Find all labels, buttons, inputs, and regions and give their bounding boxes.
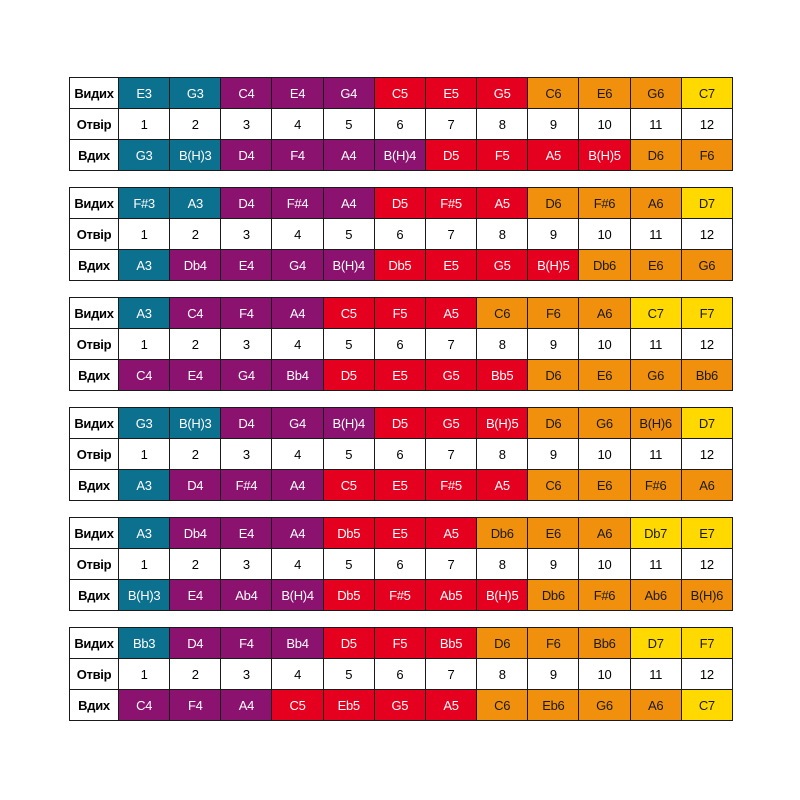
- blow-note-cell: E5: [425, 78, 476, 109]
- hole-row: [70, 659, 733, 690]
- blow-label: Видих: [70, 298, 119, 329]
- hole-number-cell: 6: [374, 329, 425, 360]
- blow-note-cell: C5: [374, 78, 425, 109]
- blow-note-cell: D6: [528, 188, 579, 219]
- hole-number-cell: 5: [323, 549, 374, 580]
- hole-number-cell: 10: [579, 439, 630, 470]
- draw-note-cell: A6: [630, 690, 681, 721]
- draw-row: [70, 580, 733, 611]
- draw-note-cell: F#5: [425, 470, 476, 501]
- hole-number-cell: 10: [579, 549, 630, 580]
- blow-note-cell: A3: [119, 518, 170, 549]
- blow-row: [70, 298, 733, 329]
- blow-note-cell: G3: [170, 78, 221, 109]
- hole-number-cell: 8: [477, 659, 528, 690]
- hole-number-cell: 12: [681, 549, 732, 580]
- hole-number-cell: 1: [119, 659, 170, 690]
- hole-number-cell: 8: [477, 439, 528, 470]
- harmonica-table: [69, 187, 733, 281]
- draw-note-cell: F#5: [374, 580, 425, 611]
- hole-number-cell: 7: [425, 549, 476, 580]
- hole-number-cell: 9: [528, 439, 579, 470]
- blow-note-cell: F7: [681, 628, 732, 659]
- draw-note-cell: G5: [425, 360, 476, 391]
- draw-note-cell: Eb5: [323, 690, 374, 721]
- draw-note-cell: Bb6: [681, 360, 732, 391]
- blow-note-cell: D5: [374, 188, 425, 219]
- hole-number-cell: 3: [221, 439, 272, 470]
- draw-note-cell: E4: [221, 250, 272, 281]
- blow-note-cell: A5: [477, 188, 528, 219]
- hole-number-cell: 10: [579, 219, 630, 250]
- blow-note-cell: A4: [323, 188, 374, 219]
- blow-label: Видих: [70, 628, 119, 659]
- blow-note-cell: G4: [323, 78, 374, 109]
- blow-note-cell: Bb6: [579, 628, 630, 659]
- blow-note-cell: G6: [579, 408, 630, 439]
- draw-note-cell: E5: [374, 470, 425, 501]
- hole-number-cell: 8: [477, 329, 528, 360]
- draw-note-cell: C7: [681, 690, 732, 721]
- blow-note-cell: A6: [630, 188, 681, 219]
- draw-note-cell: Bb5: [477, 360, 528, 391]
- draw-note-cell: G4: [221, 360, 272, 391]
- blow-row: [70, 78, 733, 109]
- hole-number-cell: 4: [272, 219, 323, 250]
- harmonica-table: [69, 297, 733, 391]
- hole-number-cell: 2: [170, 439, 221, 470]
- blow-note-cell: Db7: [630, 518, 681, 549]
- draw-note-cell: F4: [272, 140, 323, 171]
- hole-number-cell: 4: [272, 439, 323, 470]
- blow-row: [70, 188, 733, 219]
- draw-note-cell: E5: [374, 360, 425, 391]
- hole-number-cell: 9: [528, 219, 579, 250]
- blow-note-cell: Db6: [477, 518, 528, 549]
- hole-number-cell: 7: [425, 219, 476, 250]
- blow-note-cell: F#6: [579, 188, 630, 219]
- hole-number-cell: 1: [119, 109, 170, 140]
- hole-number-cell: 5: [323, 109, 374, 140]
- hole-number-cell: 1: [119, 219, 170, 250]
- blow-note-cell: B(H)4: [323, 408, 374, 439]
- blow-note-cell: A4: [272, 518, 323, 549]
- blow-note-cell: D7: [681, 188, 732, 219]
- draw-note-cell: G6: [579, 690, 630, 721]
- blow-note-cell: A4: [272, 298, 323, 329]
- hole-number-cell: 12: [681, 109, 732, 140]
- hole-number-cell: 4: [272, 549, 323, 580]
- blow-note-cell: D7: [630, 628, 681, 659]
- draw-label: Вдих: [70, 250, 119, 281]
- blow-note-cell: Db5: [323, 518, 374, 549]
- blow-note-cell: G5: [477, 78, 528, 109]
- hole-number-cell: 10: [579, 329, 630, 360]
- draw-label: Вдих: [70, 470, 119, 501]
- hole-number-cell: 11: [630, 439, 681, 470]
- hole-number-cell: 5: [323, 659, 374, 690]
- draw-note-cell: A4: [272, 470, 323, 501]
- draw-note-cell: E4: [170, 360, 221, 391]
- draw-label: Вдих: [70, 690, 119, 721]
- draw-note-cell: G5: [477, 250, 528, 281]
- blow-row: [70, 408, 733, 439]
- blow-note-cell: D5: [374, 408, 425, 439]
- draw-label: Вдих: [70, 580, 119, 611]
- hole-number-cell: 2: [170, 549, 221, 580]
- hole-number-cell: 9: [528, 659, 579, 690]
- hole-number-cell: 7: [425, 329, 476, 360]
- draw-note-cell: F5: [477, 140, 528, 171]
- hole-number-cell: 1: [119, 329, 170, 360]
- draw-note-cell: D4: [170, 470, 221, 501]
- draw-note-cell: D4: [221, 140, 272, 171]
- hole-row: [70, 439, 733, 470]
- draw-note-cell: D5: [323, 360, 374, 391]
- blow-note-cell: Db4: [170, 518, 221, 549]
- hole-number-cell: 7: [425, 109, 476, 140]
- blow-note-cell: F6: [528, 298, 579, 329]
- blow-note-cell: C6: [477, 298, 528, 329]
- draw-note-cell: B(H)5: [477, 580, 528, 611]
- hole-label: Отвір: [70, 109, 119, 140]
- draw-note-cell: A5: [477, 470, 528, 501]
- blow-note-cell: F#5: [425, 188, 476, 219]
- hole-number-cell: 9: [528, 109, 579, 140]
- draw-note-cell: F#4: [221, 470, 272, 501]
- draw-note-cell: B(H)5: [579, 140, 630, 171]
- hole-number-cell: 6: [374, 439, 425, 470]
- hole-number-cell: 1: [119, 549, 170, 580]
- blow-note-cell: E7: [681, 518, 732, 549]
- hole-number-cell: 8: [477, 549, 528, 580]
- blow-note-cell: C4: [170, 298, 221, 329]
- hole-number-cell: 12: [681, 329, 732, 360]
- hole-row: [70, 109, 733, 140]
- draw-note-cell: F#6: [579, 580, 630, 611]
- blow-label: Видих: [70, 78, 119, 109]
- blow-note-cell: F5: [374, 628, 425, 659]
- hole-number-cell: 5: [323, 439, 374, 470]
- draw-note-cell: F4: [170, 690, 221, 721]
- draw-note-cell: Ab6: [630, 580, 681, 611]
- blow-note-cell: F7: [681, 298, 732, 329]
- draw-note-cell: A3: [119, 250, 170, 281]
- hole-number-cell: 8: [477, 109, 528, 140]
- hole-number-cell: 5: [323, 329, 374, 360]
- draw-note-cell: C6: [528, 470, 579, 501]
- harmonica-table: [69, 407, 733, 501]
- blow-note-cell: A6: [579, 298, 630, 329]
- draw-note-cell: A4: [323, 140, 374, 171]
- draw-note-cell: C5: [323, 470, 374, 501]
- draw-note-cell: E5: [425, 250, 476, 281]
- draw-label: Вдих: [70, 360, 119, 391]
- hole-number-cell: 12: [681, 439, 732, 470]
- blow-note-cell: B(H)5: [477, 408, 528, 439]
- hole-number-cell: 2: [170, 329, 221, 360]
- draw-note-cell: A5: [528, 140, 579, 171]
- blow-note-cell: D5: [323, 628, 374, 659]
- blow-note-cell: C7: [630, 298, 681, 329]
- hole-label: Отвір: [70, 439, 119, 470]
- blow-note-cell: D6: [477, 628, 528, 659]
- hole-number-cell: 6: [374, 109, 425, 140]
- draw-note-cell: D5: [425, 140, 476, 171]
- draw-note-cell: F6: [681, 140, 732, 171]
- draw-note-cell: G6: [630, 360, 681, 391]
- hole-number-cell: 9: [528, 549, 579, 580]
- blow-note-cell: A3: [119, 298, 170, 329]
- draw-note-cell: Db5: [374, 250, 425, 281]
- blow-note-cell: C5: [323, 298, 374, 329]
- hole-number-cell: 3: [221, 549, 272, 580]
- blow-row: [70, 518, 733, 549]
- blow-note-cell: E4: [221, 518, 272, 549]
- hole-number-cell: 5: [323, 219, 374, 250]
- draw-note-cell: Eb6: [528, 690, 579, 721]
- draw-note-cell: B(H)3: [119, 580, 170, 611]
- draw-note-cell: A6: [681, 470, 732, 501]
- blow-note-cell: C6: [528, 78, 579, 109]
- blow-note-cell: C4: [221, 78, 272, 109]
- draw-note-cell: E4: [170, 580, 221, 611]
- draw-note-cell: F#6: [630, 470, 681, 501]
- blow-label: Видих: [70, 188, 119, 219]
- blow-note-cell: E6: [579, 78, 630, 109]
- blow-note-cell: G6: [630, 78, 681, 109]
- hole-label: Отвір: [70, 219, 119, 250]
- draw-row: [70, 470, 733, 501]
- draw-note-cell: C6: [477, 690, 528, 721]
- blow-note-cell: C7: [681, 78, 732, 109]
- hole-number-cell: 7: [425, 659, 476, 690]
- blow-note-cell: F5: [374, 298, 425, 329]
- draw-note-cell: B(H)6: [681, 580, 732, 611]
- blow-label: Видих: [70, 518, 119, 549]
- draw-row: [70, 250, 733, 281]
- hole-row: [70, 549, 733, 580]
- hole-number-cell: 11: [630, 219, 681, 250]
- blow-note-cell: E3: [119, 78, 170, 109]
- hole-number-cell: 2: [170, 659, 221, 690]
- hole-number-cell: 3: [221, 219, 272, 250]
- draw-note-cell: Db4: [170, 250, 221, 281]
- hole-row: [70, 219, 733, 250]
- draw-row: [70, 690, 733, 721]
- blow-note-cell: B(H)6: [630, 408, 681, 439]
- hole-number-cell: 12: [681, 659, 732, 690]
- draw-label: Вдих: [70, 140, 119, 171]
- blow-note-cell: A3: [170, 188, 221, 219]
- hole-number-cell: 10: [579, 659, 630, 690]
- hole-number-cell: 6: [374, 219, 425, 250]
- harmonica-table: [69, 627, 733, 721]
- draw-note-cell: B(H)4: [323, 250, 374, 281]
- hole-label: Отвір: [70, 329, 119, 360]
- harmonica-table: [69, 77, 733, 171]
- hole-number-cell: 2: [170, 219, 221, 250]
- blow-note-cell: E5: [374, 518, 425, 549]
- hole-number-cell: 3: [221, 109, 272, 140]
- hole-number-cell: 12: [681, 219, 732, 250]
- draw-note-cell: Db5: [323, 580, 374, 611]
- blow-note-cell: G5: [425, 408, 476, 439]
- blow-note-cell: D4: [170, 628, 221, 659]
- hole-number-cell: 11: [630, 109, 681, 140]
- blow-note-cell: D7: [681, 408, 732, 439]
- hole-number-cell: 4: [272, 329, 323, 360]
- draw-row: [70, 140, 733, 171]
- draw-note-cell: B(H)3: [170, 140, 221, 171]
- draw-note-cell: Db6: [528, 580, 579, 611]
- blow-note-cell: Bb5: [425, 628, 476, 659]
- blow-note-cell: A6: [579, 518, 630, 549]
- draw-row: [70, 360, 733, 391]
- hole-number-cell: 6: [374, 659, 425, 690]
- hole-row: [70, 329, 733, 360]
- hole-number-cell: 11: [630, 659, 681, 690]
- draw-note-cell: B(H)4: [272, 580, 323, 611]
- blow-note-cell: F#3: [119, 188, 170, 219]
- hole-number-cell: 3: [221, 659, 272, 690]
- draw-note-cell: G4: [272, 250, 323, 281]
- harmonica-tables: [69, 77, 733, 737]
- draw-note-cell: E6: [579, 360, 630, 391]
- blow-note-cell: B(H)3: [170, 408, 221, 439]
- blow-note-cell: E6: [528, 518, 579, 549]
- draw-note-cell: E6: [579, 470, 630, 501]
- draw-note-cell: Ab4: [221, 580, 272, 611]
- blow-note-cell: A5: [425, 298, 476, 329]
- draw-note-cell: C4: [119, 690, 170, 721]
- hole-number-cell: 10: [579, 109, 630, 140]
- blow-note-cell: D6: [528, 408, 579, 439]
- draw-note-cell: C4: [119, 360, 170, 391]
- blow-note-cell: Bb3: [119, 628, 170, 659]
- blow-note-cell: F4: [221, 298, 272, 329]
- draw-note-cell: A4: [221, 690, 272, 721]
- draw-note-cell: B(H)5: [528, 250, 579, 281]
- blow-note-cell: D4: [221, 188, 272, 219]
- blow-note-cell: E4: [272, 78, 323, 109]
- blow-note-cell: F6: [528, 628, 579, 659]
- draw-note-cell: A3: [119, 470, 170, 501]
- blow-note-cell: D4: [221, 408, 272, 439]
- draw-note-cell: G6: [681, 250, 732, 281]
- blow-row: [70, 628, 733, 659]
- hole-number-cell: 4: [272, 109, 323, 140]
- draw-note-cell: D6: [528, 360, 579, 391]
- draw-note-cell: D6: [630, 140, 681, 171]
- draw-note-cell: G5: [374, 690, 425, 721]
- hole-number-cell: 11: [630, 549, 681, 580]
- draw-note-cell: G3: [119, 140, 170, 171]
- blow-note-cell: Bb4: [272, 628, 323, 659]
- hole-number-cell: 7: [425, 439, 476, 470]
- draw-note-cell: E6: [630, 250, 681, 281]
- blow-note-cell: F4: [221, 628, 272, 659]
- blow-note-cell: G3: [119, 408, 170, 439]
- draw-note-cell: Db6: [579, 250, 630, 281]
- hole-number-cell: 6: [374, 549, 425, 580]
- hole-label: Отвір: [70, 549, 119, 580]
- draw-note-cell: C5: [272, 690, 323, 721]
- hole-number-cell: 1: [119, 439, 170, 470]
- hole-number-cell: 8: [477, 219, 528, 250]
- hole-number-cell: 11: [630, 329, 681, 360]
- hole-number-cell: 3: [221, 329, 272, 360]
- draw-note-cell: Ab5: [425, 580, 476, 611]
- hole-number-cell: 2: [170, 109, 221, 140]
- draw-note-cell: Bb4: [272, 360, 323, 391]
- blow-label: Видих: [70, 408, 119, 439]
- harmonica-table: [69, 517, 733, 611]
- draw-note-cell: A5: [425, 690, 476, 721]
- hole-number-cell: 4: [272, 659, 323, 690]
- blow-note-cell: G4: [272, 408, 323, 439]
- hole-label: Отвір: [70, 659, 119, 690]
- blow-note-cell: A5: [425, 518, 476, 549]
- hole-number-cell: 9: [528, 329, 579, 360]
- blow-note-cell: F#4: [272, 188, 323, 219]
- draw-note-cell: B(H)4: [374, 140, 425, 171]
